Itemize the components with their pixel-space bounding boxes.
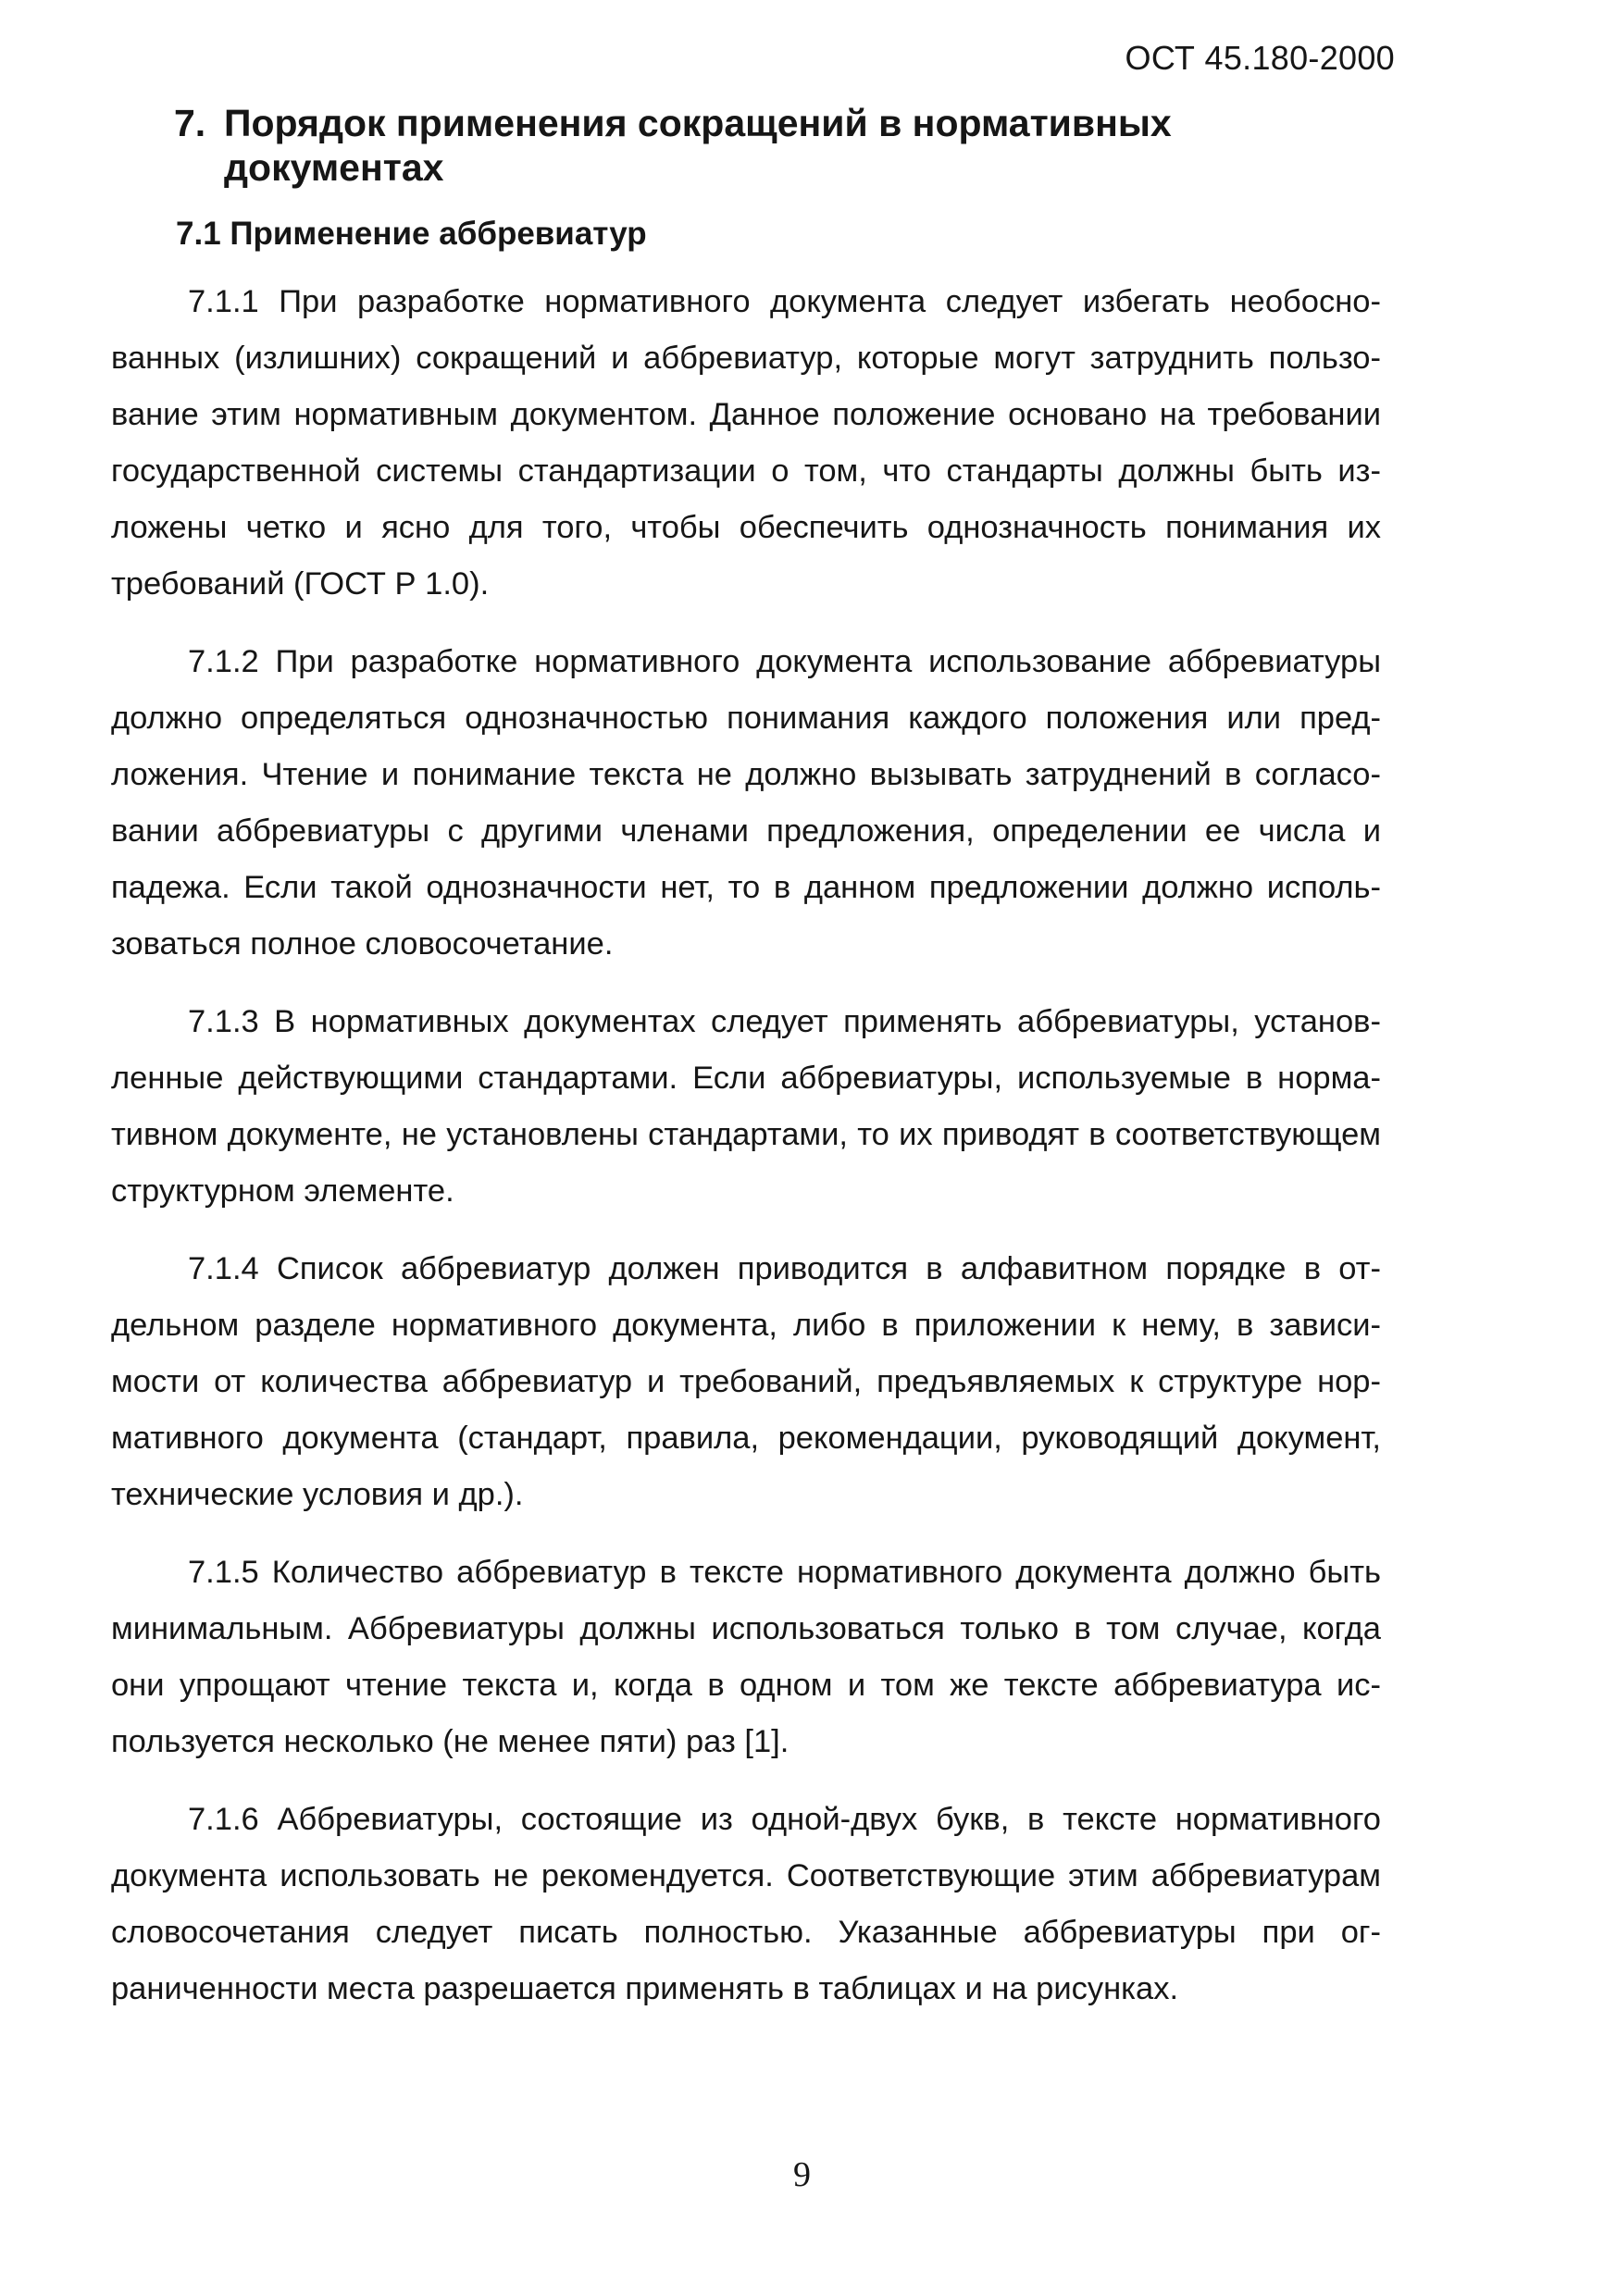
paragraph-7-1-5: 7.1.5 Количество аббревиатур в тексте нормативного документа должно быть минимальным. Аббревиатуры должны использоваться только в том случае, когда они упрощают чтение текста и, когда в одном и том же тексте аббревиатура используется несколько (не менее пяти) раз [1]. xyxy=(111,1555,1381,1759)
page-number: 9 xyxy=(793,2155,811,2194)
body-text xyxy=(111,274,1381,2039)
document-code: ОСТ 45.180-2000 xyxy=(1125,39,1395,77)
paragraph-7-1-2: 7.1.2 При разработке нормативного документа использование аббревиатуры должно определяться однозначностью понимания каждого положения или предложения. Чтение и понимание текста не должно вызывать затруднений в согласовании аббревиатуры с другими членами предложения, определении ее числа и падежа. Если такой однозначности нет, то в данном предложении должно использоваться полное словосочетание. xyxy=(111,644,1381,962)
section-number: 7. xyxy=(174,102,206,144)
paragraph-7-1-6: 7.1.6 Аббревиатуры, состоящие из одной-двух букв, в тексте нормативного документа использовать не рекомендуется. Соответствующие этим аббревиатурам словосочетания следует писать полностью. Указанные аббревиатуры при ограниченности места разрешается применять в таблицах и на рисунках. xyxy=(111,1802,1381,2006)
section-heading xyxy=(174,102,1266,191)
paragraph-7-1-1: 7.1.1 При разработке нормативного документа следует избегать необоснованных (излишних) сокращений и аббревиатур, которые могут затруднить пользование этим нормативным документом. Данное положение основано на требовании государственной системы стандартизации о том, что стандарты должны быть изложены четко и ясно для того, чтобы обеспечить однозначность понимания их требований (ГОСТ Р 1.0). xyxy=(111,284,1381,602)
paragraph-7-1-3: 7.1.3 В нормативных документах следует применять аббревиатуры, установленные действующими стандартами. Если аббревиатуры, используемые в нормативном документе, не установлены стандартами, то их приводят в соответствующем структурном элементе. xyxy=(111,1004,1381,1209)
section-title-text: Порядок применения сокращений в нормативных документах xyxy=(224,102,1172,189)
paragraph-7-1-4: 7.1.4 Список аббревиатур должен приводится в алфавитном порядке в отдельном разделе нормативного документа, либо в приложении к нему, в зависимости от количества аббревиатур и требований, предъявляемых к структуре нормативного документа (стандарт, правила, рекомендации, руководящий документ, технические условия и др.). xyxy=(111,1251,1381,1512)
subsection-heading: 7.1 Применение аббревиатур xyxy=(176,216,647,252)
